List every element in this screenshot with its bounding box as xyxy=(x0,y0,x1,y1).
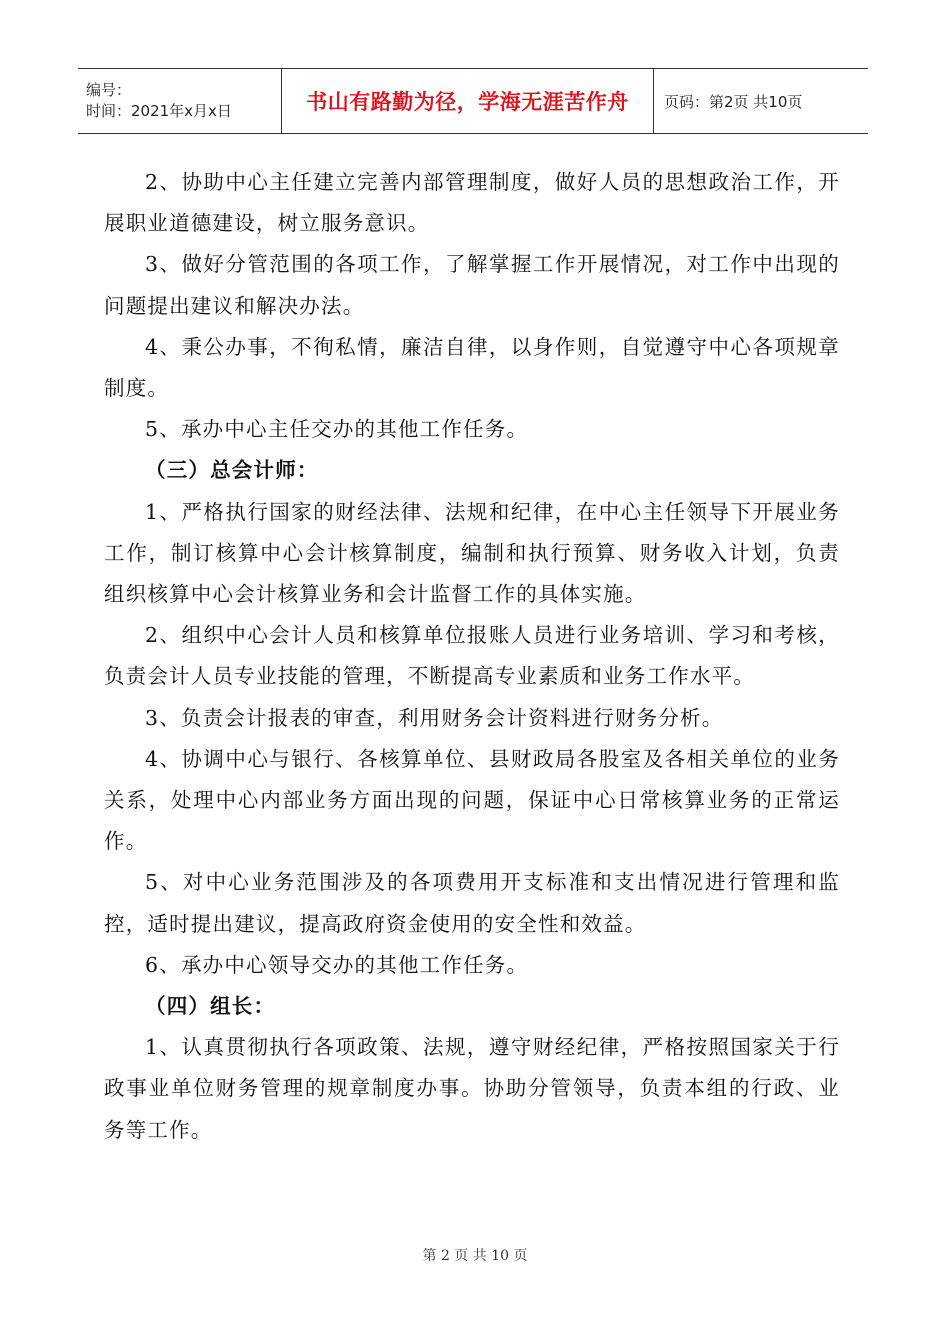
header-motto: 书山有路勤为径，学海无涯苦作舟 xyxy=(306,90,629,114)
paragraph: 3、做好分管范围的各项工作，了解掌握工作开展情况，对工作中出现的问题提出建议和解决办法。 xyxy=(104,252,840,318)
paragraph: 4、秉公办事，不徇私情，廉洁自律，以身作则，自觉遵守中心各项规章制度。 xyxy=(104,334,840,401)
document-header xyxy=(78,68,868,134)
paragraph: 3、负责会计报表的审查，利用财务会计资料进行财务分析。 xyxy=(145,705,724,730)
header-meta xyxy=(78,69,281,133)
page-footer: 第 2 页 共 10 页 xyxy=(422,1248,528,1264)
paragraph: 6、承办中心领导交办的其他工作任务。 xyxy=(145,952,529,977)
time-label: 时间：2021年x月x日 xyxy=(86,102,232,120)
paragraph: 1、严格执行国家的财经法律、法规和纪律，在中心主任领导下开展业务工作，制订核算中心会计核算制度，编制和执行预算、财务收入计划，负责组织核算中心会计核算业务和会计监督工作的具体实施。 xyxy=(104,499,840,607)
paragraph: 2、组织中心会计人员和核算单位报账人员进行业务培训、学习和考核，负责会计人员专业技能的管理，不断提高专业素质和业务工作水平。 xyxy=(104,623,840,689)
paragraph: 1、认真贯彻执行各项政策、法规，遵守财经纪律，严格按照国家关于行政事业单位财务管理的规章制度办事。协助分管领导，负责本组的行政、业务等工作。 xyxy=(104,1035,840,1142)
paragraph: 5、对中心业务范围涉及的各项费用开支标准和支出情况进行管理和监控，适时提出建议，提高政府资金使用的安全性和效益。 xyxy=(104,870,840,936)
paragraph: 4、协调中心与银行、各核算单位、县财政局各股室及各相关单位的业务关系，处理中心内部业务方面出现的问题，保证中心日常核算业务的正常运作。 xyxy=(104,746,840,854)
header-page-info: 页码：第2页 共10页 xyxy=(664,92,803,111)
section-heading-group-leader: （四）组长： xyxy=(145,994,276,1019)
header-page-info-cell xyxy=(654,69,868,133)
document-body xyxy=(104,162,840,1151)
paragraph: 5、承办中心主任交办的其他工作任务。 xyxy=(145,417,529,442)
section-heading-chief-accountant: （三）总会计师： xyxy=(145,458,319,483)
paragraph: 2、协助中心主任建立完善内部管理制度，做好人员的思想政治工作，开展职业道德建设，树立服务意识。 xyxy=(104,170,840,236)
header-motto-cell xyxy=(281,69,654,133)
number-label: 编号： xyxy=(86,81,132,99)
